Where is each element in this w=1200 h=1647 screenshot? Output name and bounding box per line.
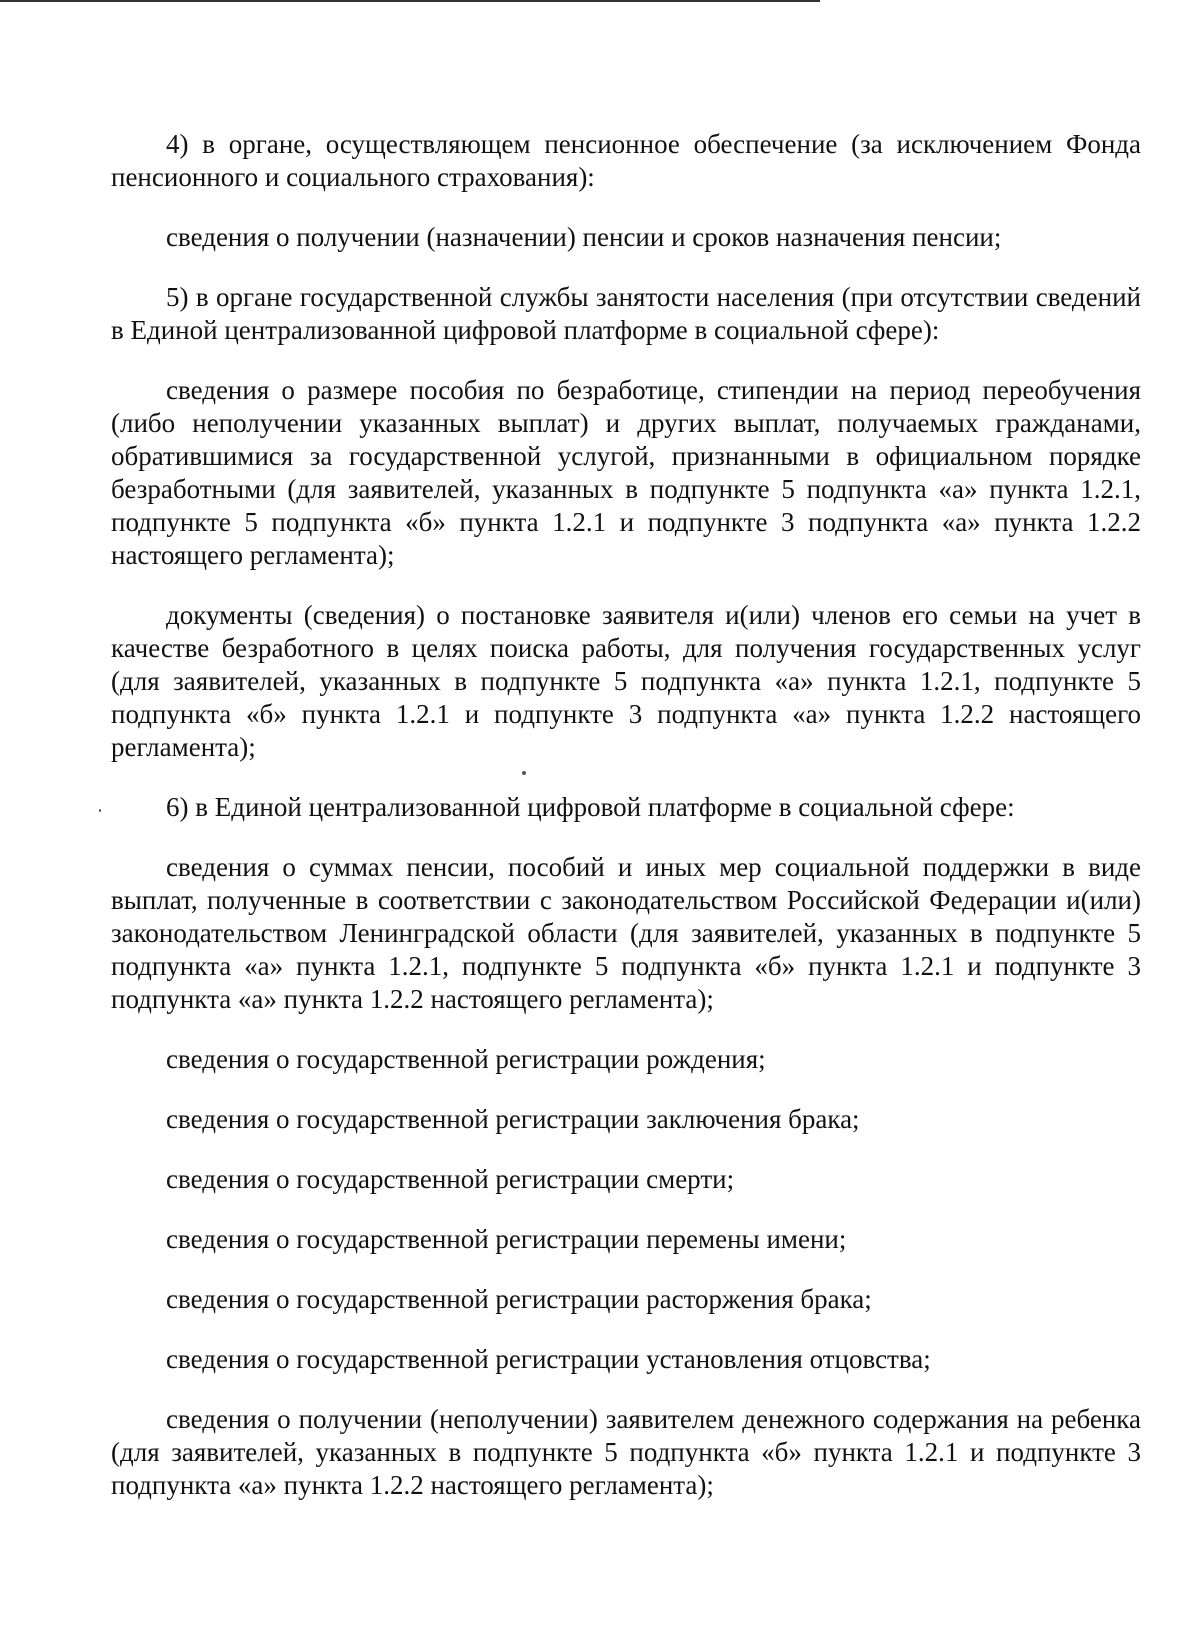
paragraph-unemployed-registration: документы (сведения) о постановке заявителя и(или) членов его семьи на учет в качестве безработного в целях поиска работы, для получения государственных услуг (для заявителей, указанных в подпункте 5 подпункта «а» пункта 1.2.1, подпункте 5 подпункта «б» пункта 1.2.1 и подпункте 3 подпункта «а» пункта 1.2.2 настоящего регламента); [111,600,1141,762]
paragraph-unemployment-benefit: сведения о размере пособия по безработице, стипендии на период переобучения (либо неполучении указанных выплат) и других выплат, получаемых гражданами, обратившимися за государственной услугой, признанными в официальном порядке безработными (для заявителей, указанных в подпункте 5 подпункта «а» пункта 1.2.1, подпункте 5 подпункта «б» пункта 1.2.1 и подпункте 3 подпункта «а» пункта 1.2.2 настоящего регламента); [111,375,1141,570]
paragraph-social-payments: сведения о суммах пенсии, пособий и иных мер социальной поддержки в виде выплат, полученные в соответствии с законодательством Российской Федерации и(или) законодательством Ленинградской области (для заявителей, указанных в подпункте 5 подпункта «а» пункта 1.2.1, подпункте 5 подпункта «б» пункта 1.2.1 и подпункте 3 подпункта «а» пункта 1.2.2 настоящего регламента); [111,852,1141,1014]
paragraph-pension-info: сведения о получении (назначении) пенсии и сроков назначения пенсии; [166,222,1002,252]
paragraph-child-support: сведения о получении (неполучении) заявителем денежного содержания на ребенка (для заявителей, указанных в подпункте 5 подпункта «б» пункта 1.2.1 и подпункте 3 подпункта «а» пункта 1.2.2 настоящего регламента); [111,1404,1141,1500]
paragraph-marriage-registration: сведения о государственной регистрации заключения брака; [166,1104,860,1134]
paragraph-divorce-registration: сведения о государственной регистрации расторжения брака; [166,1284,872,1314]
paragraph-death-registration: сведения о государственной регистрации смерти; [166,1164,735,1194]
paragraph-birth-registration: сведения о государственной регистрации рождения; [166,1044,766,1074]
scan-top-edge-line [0,0,820,2]
paragraph-pension-authority: 4) в органе, осуществляющем пенсионное обеспечение (за исключением Фонда пенсионного и социального страхования): [111,129,1141,192]
document-page [111,128,1141,1529]
paragraph-name-change-registration: сведения о государственной регистрации перемены имени; [166,1224,847,1254]
paragraph-paternity-registration: сведения о государственной регистрации установления отцовства; [166,1344,931,1374]
scan-speck [99,809,101,812]
paragraph-digital-platform: 6) в Единой централизованной цифровой платформе в социальной сфере: [166,792,1015,822]
paragraph-employment-service: 5) в органе государственной службы занятости населения (при отсутствии сведений в Единой централизованной цифровой платформе в социальной сфере): [111,282,1141,345]
